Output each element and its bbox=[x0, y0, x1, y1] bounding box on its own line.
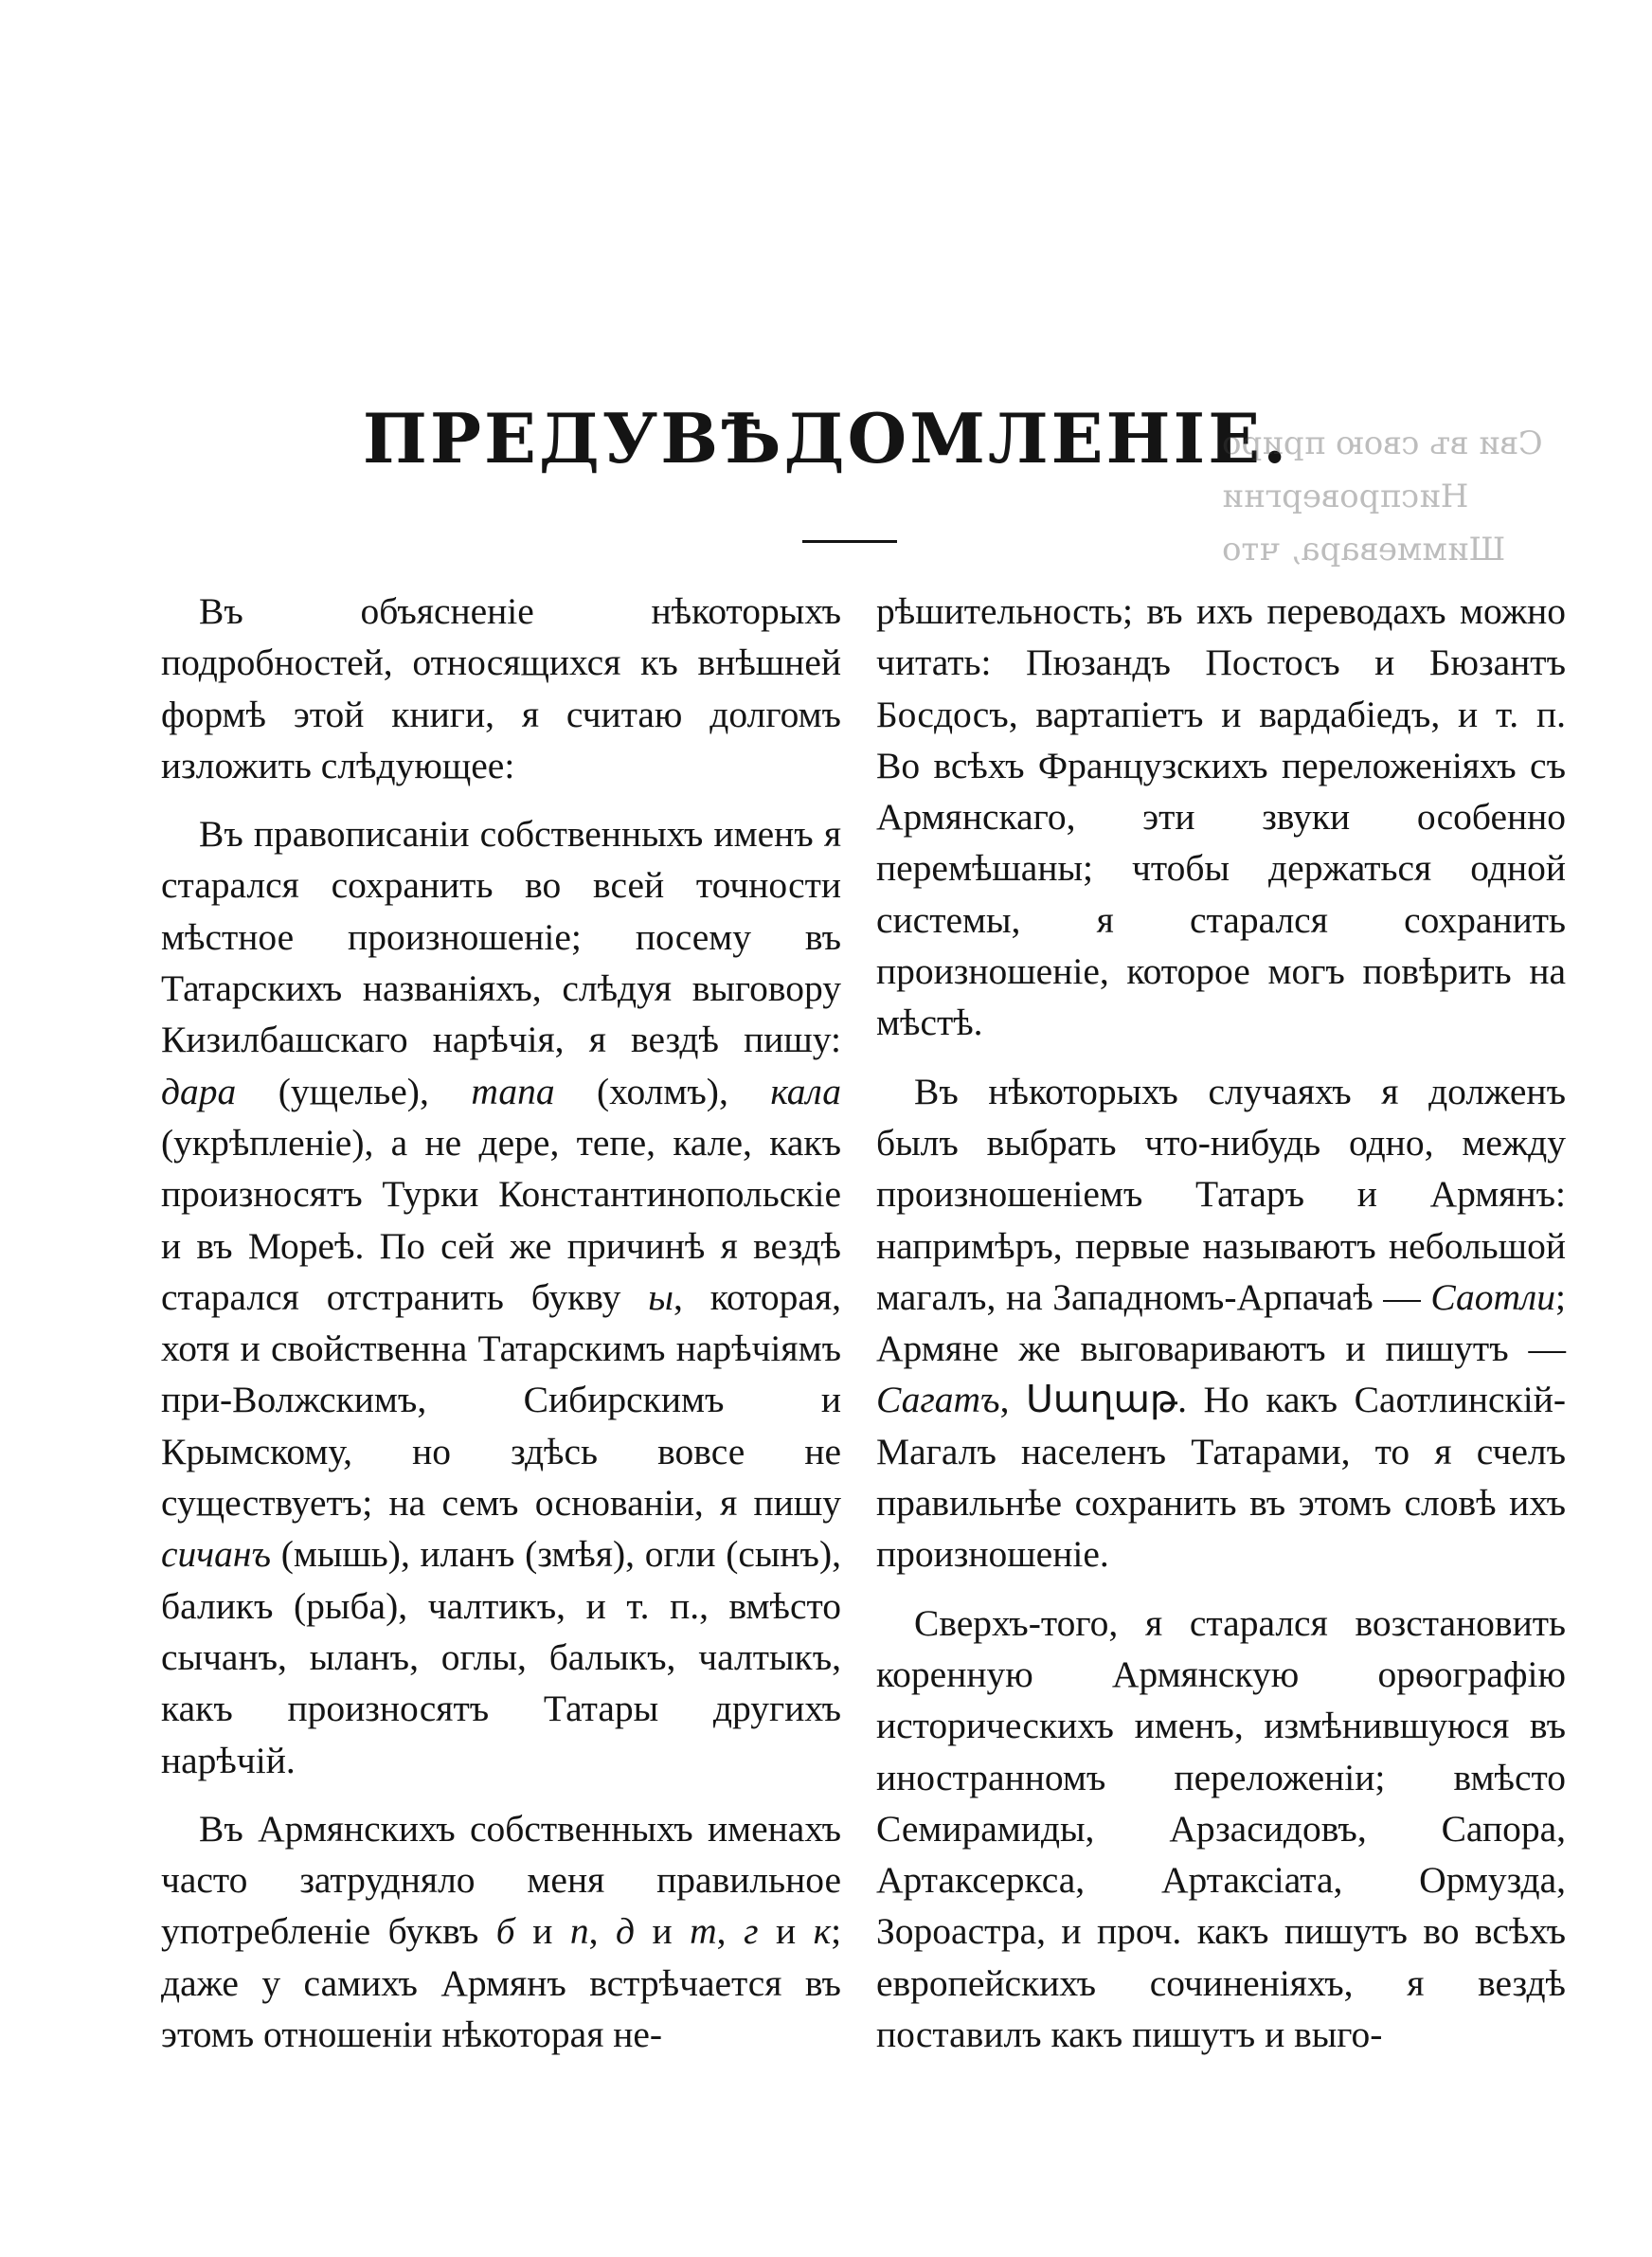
title-divider bbox=[802, 540, 897, 543]
paragraph-historical-names: Сверхъ-того, я старался возстановить коренную Армянскую орѳографію историческихъ именъ, измѣнившуюся въ иностранномъ переложеніи; вмѣсто Семирамиды, Арзасидовъ, Сапора, Артаксеркса, Артаксіата, Ормузда, Зороастра, и проч. какъ пишутъ во всѣхъ европейскихъ сочиненіяхъ, я вездѣ поставилъ какъ пишутъ и выго- bbox=[876, 1601, 1566, 2056]
left-column bbox=[161, 586, 841, 2077]
bleed-line: Ниспровергни bbox=[1222, 478, 1469, 515]
paragraph-orthography: Въ правописаніи собственныхъ именъ я старался сохранить во всей точности мѣстное произношеніе; посему въ Татарскихъ названіяхъ, слѣдуя выговору Кизилбашскаго нарѣчія, я вездѣ пишу: дара (ущелье), тапа (холмъ), кала (укрѣпленіе), а не дере, тепе, кале, какъ произносятъ Турки Константинопольскіе и въ Мореѣ. По сей же причинѣ я вездѣ старался отстранить букву ы, которая, хотя и свойственна Татарскимъ нарѣчіямъ при-Волжскимъ, Сибирскимъ и Крымскому, но здѣсь вовсе не существуетъ; на семъ основаніи, я пишу сичанъ (мышь), иланъ (змѣя), огли (сынъ), баликъ (рыба), чалтикъ, и т. п., вмѣсто сычанъ, ыланъ, оглы, балыкъ, чалтыкъ, какъ произносятъ Татары другихъ нарѣчій. bbox=[161, 813, 842, 1781]
paragraph-continuation: рѣшительность; въ ихъ переводахъ можно читать: Пюзандъ Постосъ и Бюзантъ Босдосъ, вартапіетъ и вардабіедъ, и т. п. Во всѣхъ Французскихъ переложеніяхъ съ Армянскаго, эти звуки особенно перемѣшаны; чтобы держаться одной системы, я старался сохранить произношеніе, которое могъ повѣрить на мѣстѣ. bbox=[876, 590, 1566, 1044]
bleed-through-text bbox=[1222, 417, 1620, 587]
paragraph-intro: Въ объясненіе нѣкоторыхъ подробностей, относящихся къ внѣшней формѣ этой книги, я считаю долгомъ изложить слѣдующее: bbox=[161, 590, 841, 786]
right-column bbox=[876, 586, 1566, 2077]
paragraph-armenian-names: Въ Армянскихъ собственныхъ именахъ часто затрудняло меня правильное употребленіе буквъ б и п, д и т, г и к; даже у самихъ Армянъ встрѣчается въ этомъ отношеніи нѣкоторая не- bbox=[161, 1807, 842, 2056]
paragraph-pronunciation: Въ нѣкоторыхъ случаяхъ я долженъ былъ выбрать что-нибудь одно, между произношеніемъ Татаръ и Армянъ: напримѣръ, первые называютъ небольшой магалъ, на Западномъ-Арпачаѣ — Саотли; Армяне же выговариваютъ и пишутъ — Сагатъ, Սաղաթ. Но какъ Саотлинскій-Магалъ населенъ Татарами, то я счелъ правильнѣе сохранить въ этомъ словѣ ихъ произношеніе. bbox=[876, 1070, 1567, 1576]
bleed-line: Шиммевара, что bbox=[1222, 531, 1506, 569]
armenian-word: Սաղաթ bbox=[1026, 1379, 1178, 1421]
bleed-line: Сви въ свою приро bbox=[1222, 424, 1543, 462]
page-title: ПРЕДУВѢДОМЛЕНІЕ. bbox=[362, 398, 1290, 478]
